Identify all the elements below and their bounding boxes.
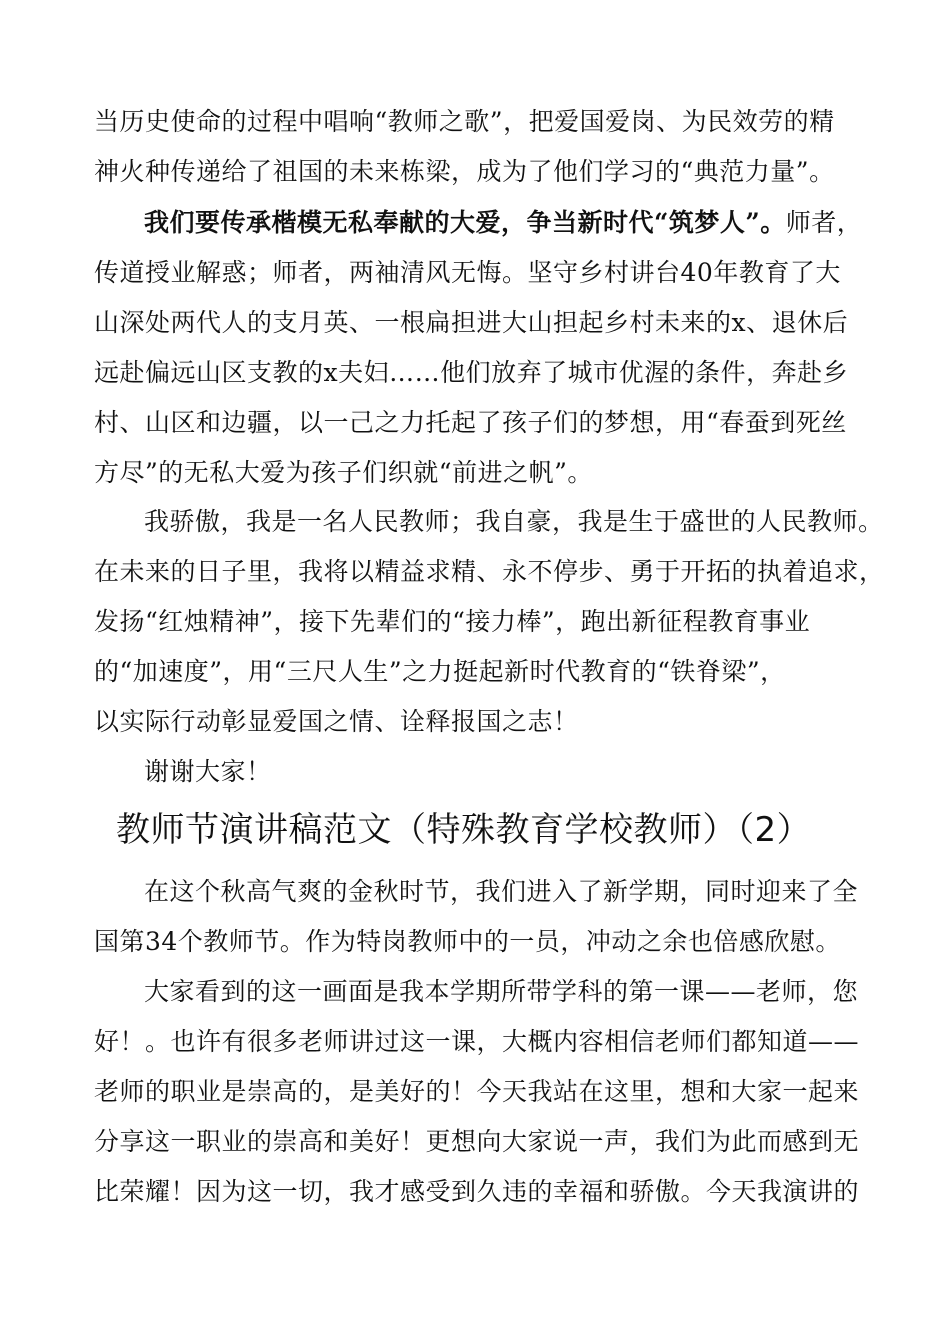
paragraph-line: 大家看到的这一画面是我本学期所带学科的第一课——老师，您 xyxy=(144,977,859,1006)
paragraph-line: 老师的职业是崇高的，是美好的！今天我站在这里，想和大家一起来 xyxy=(94,1077,860,1106)
paragraph-line: 国第34个教师节。作为特岗教师中的一员，冲动之余也倍感欣慰。 xyxy=(94,927,841,956)
paragraph-line: 的“加速度”，用“三尺人生”之力挺起新时代教育的“铁脊梁”， xyxy=(94,657,786,686)
paragraph-line: 传道授业解惑；师者，两袖清风无悔。坚守乡村讲台40年教育了大 xyxy=(94,258,841,287)
paragraph-line: 山深处两代人的支月英、一根扁担进大山担起乡村未来的x、退休后 xyxy=(94,308,849,337)
paragraph-line: 发扬“红烛精神”，接下先辈们的“接力棒”，跑出新征程教育事业 xyxy=(94,607,811,636)
paragraph-line: 在未来的日子里，我将以精益求精、永不停步、勇于开拓的执着追求， xyxy=(94,557,885,586)
paragraph-line xyxy=(144,208,862,238)
paragraph-line: 以实际行动彰显爱国之情、诠释报国之志！ xyxy=(94,707,579,736)
paragraph-line: 神火种传递给了祖国的未来栋梁，成为了他们学习的“典范力量”。 xyxy=(94,157,835,186)
paragraph-line: 在这个秋高气爽的金秋时节，我们进入了新学期，同时迎来了全 xyxy=(144,877,859,906)
section-heading: 教师节演讲稿范文（特殊教育学校教师）（2） xyxy=(116,810,812,850)
paragraph-line: 好！。也许有很多老师讲过这一课，大概内容相信老师们都知道—— xyxy=(94,1027,860,1056)
closing-line: 谢谢大家！ xyxy=(144,757,272,786)
paragraph-line: 我骄傲，我是一名人民教师；我自豪，我是生于盛世的人民教师。 xyxy=(144,507,884,536)
paragraph-line: 分享这一职业的崇高和美好！更想向大家说一声，我们为此而感到无 xyxy=(94,1127,860,1156)
paragraph-text: 师者， xyxy=(785,208,863,237)
paragraph-line: 远赴偏远山区支教的x夫妇……他们放弃了城市优渥的条件，奔赴乡 xyxy=(94,358,849,387)
paragraph-line: 村、山区和边疆，以一己之力托起了孩子们的梦想，用“春蚕到死丝 xyxy=(94,408,847,437)
bold-lead-sentence: 我们要传承楷模无私奉献的大爱，争当新时代“筑梦人”。 xyxy=(144,208,786,237)
paragraph-line: 比荣耀！因为这一切，我才感受到久违的幸福和骄傲。今天我演讲的 xyxy=(94,1177,860,1206)
paragraph-line: 方尽”的无私大爱为孩子们织就“前进之帆”。 xyxy=(94,458,593,487)
paragraph-line: 当历史使命的过程中唱响“教师之歌”，把爱国爱岗、为民效劳的精 xyxy=(94,107,835,136)
